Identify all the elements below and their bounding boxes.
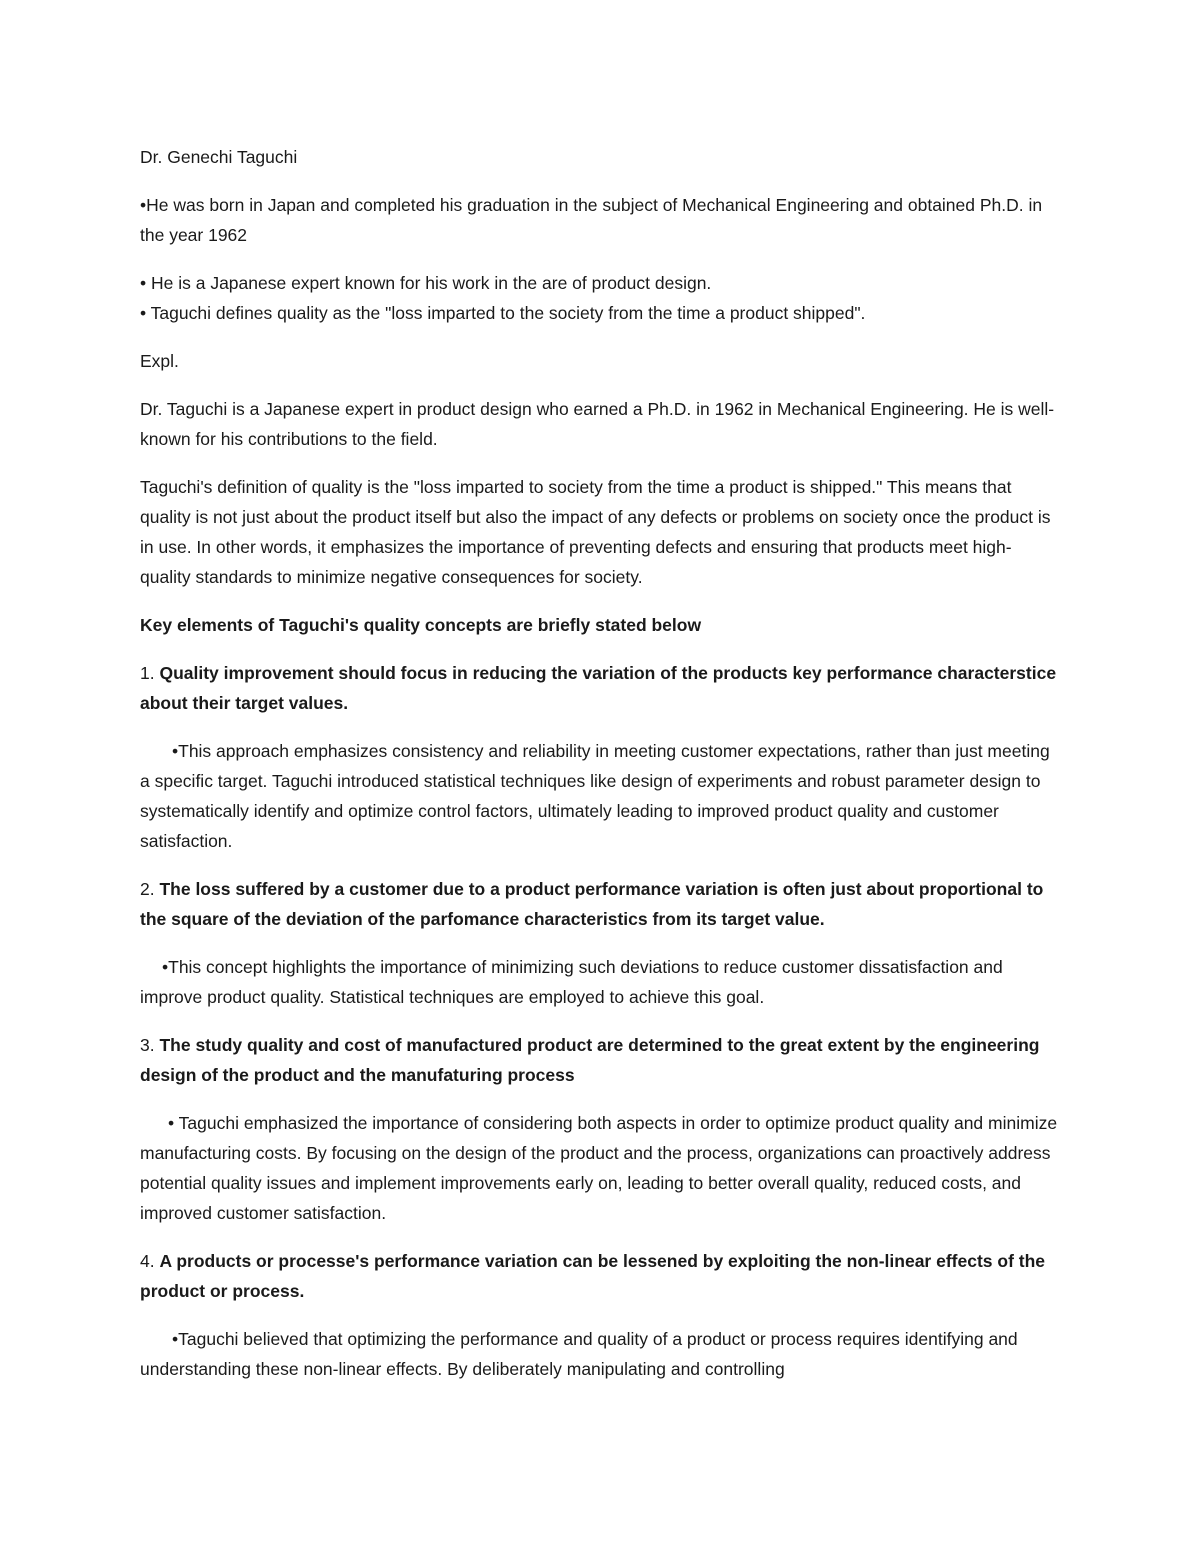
key-item-heading — [140, 1030, 1060, 1090]
key-item-text: Quality improvement should focus in reducing the variation of the products key performance characterstice about their target values. — [140, 663, 1057, 713]
key-item-heading — [140, 874, 1060, 934]
key-item-heading — [140, 1246, 1060, 1306]
key-item-text: The loss suffered by a customer due to a product performance variation is often just about proportional to the square of the deviation of the parfomance characteristics from its target value. — [140, 879, 1044, 929]
intro-bullet: •He was born in Japan and completed his graduation in the subject of Mechanical Engineering and obtained Ph.D. in the year 1962 — [140, 195, 1043, 245]
key-item-number: 3. — [140, 1035, 160, 1055]
expl-paragraph: Dr. Taguchi is a Japanese expert in product design who earned a Ph.D. in 1962 in Mechanical Engineering. He is well-known for his contributions to the field. — [140, 399, 1055, 449]
key-item-text: A products or processe's performance variation can be lessened by exploiting the non-linear effects of the product or process. — [140, 1251, 1046, 1301]
bullet-item: • He is a Japanese expert known for his work in the are of product design. — [140, 273, 712, 293]
document-title: Dr. Genechi Taguchi — [140, 147, 298, 167]
key-item-explanation: •This approach emphasizes consistency and reliability in meeting customer expectations, rather than just meeting a specific target. Taguchi introduced statistical techniques like design of experiments and robust parameter design to systematically identify and optimize control factors, ultimately leading to improved product quality and customer satisfaction. — [140, 741, 1050, 851]
key-elements-heading: Key elements of Taguchi's quality concepts are briefly stated below — [140, 615, 702, 635]
bullet-item: • Taguchi defines quality as the "loss imparted to the society from the time a product shipped". — [140, 303, 866, 323]
key-item-explanation: •This concept highlights the importance of minimizing such deviations to reduce customer dissatisfaction and improve product quality. Statistical techniques are employed to achieve this goal. — [140, 957, 1003, 1007]
key-item-text: The study quality and cost of manufactured product are determined to the great extent by the engineering design of the product and the manufaturing process — [140, 1035, 1040, 1085]
document-page — [140, 142, 1060, 1384]
key-item-explanation: • Taguchi emphasized the importance of considering both aspects in order to optimize product quality and minimize manufacturing costs. By focusing on the design of the product and the process, organizations can proactively address potential quality issues and implement improvements early on, leading to better overall quality, reduced costs, and improved customer satisfaction. — [140, 1113, 1058, 1223]
key-item-number: 2. — [140, 879, 160, 899]
key-item-explanation: •Taguchi believed that optimizing the performance and quality of a product or process requires identifying and understanding these non-linear effects. By deliberately manipulating and controlling — [140, 1329, 1018, 1379]
key-item-number: 1. — [140, 663, 160, 683]
key-item-number: 4. — [140, 1251, 160, 1271]
expl-paragraph: Taguchi's definition of quality is the "loss imparted to society from the time a product is shipped." This means that quality is not just about the product itself but also the impact of any defects or problems on society once the product is in use. In other words, it emphasizes the importance of preventing defects and ensuring that products meet high-quality standards to minimize negative consequences for society. — [140, 477, 1051, 587]
key-item-heading — [140, 658, 1060, 718]
expl-label: Expl. — [140, 351, 179, 371]
